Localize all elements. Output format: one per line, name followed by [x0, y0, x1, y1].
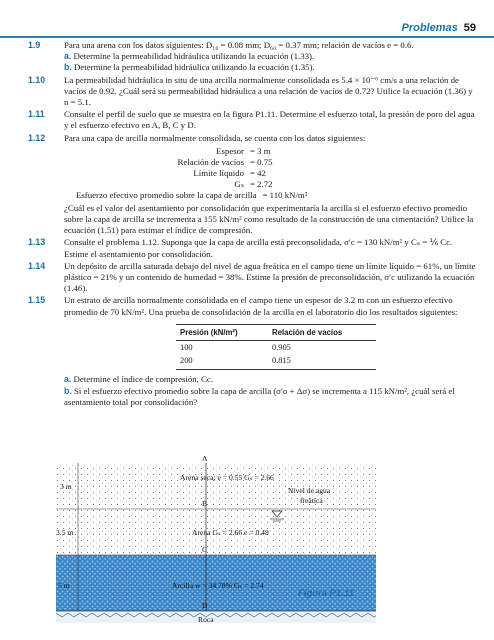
problem-1-14	[28, 261, 476, 295]
problem-number: 1.14	[28, 260, 46, 271]
point-b-label: B	[202, 499, 208, 508]
table-row: 200 0.815	[180, 356, 291, 366]
layer2-thickness: 3.5 m	[56, 528, 74, 537]
header-rule	[0, 36, 494, 38]
problem-1-10	[28, 75, 476, 109]
problem-part: b. Determine la permeabilidad hidráulica utilizando la ecuación (1.35).	[64, 62, 315, 73]
point-c-label: C	[202, 545, 208, 554]
problem-number: 1.15	[28, 295, 46, 306]
data-row: Espesor = 3 m	[216, 145, 271, 156]
problem-1-12	[28, 133, 476, 237]
water-table-label-2: freática	[300, 496, 323, 505]
data-row: Gₛ = 2.72	[234, 178, 273, 189]
problem-text: Consulte el problema 1.12. Suponga que la capa de arcilla está preconsolidada, σ′c = 130 kN/m² y Cₛ = ⅙ Cc. Estime el asentamiento por consolidación.	[64, 237, 453, 259]
point-d-label: D	[202, 601, 208, 610]
point-a-label: A	[202, 455, 208, 463]
problem-1-15	[28, 295, 476, 408]
layer2-label: Arena Gₛ = 2.66 e = 0.48	[192, 528, 269, 537]
layer3-thickness: 5 m	[58, 581, 70, 590]
page-header	[402, 22, 477, 34]
problem-text: Consulte el perfil de suelo que se muestra en la figura P1.11. Determine el esfuerzo total, la presión de poro del agua y el esfuerzo efectivo en A, B, C y D.	[64, 109, 475, 131]
problem-number: 1.11	[28, 109, 45, 120]
problem-data-list	[64, 146, 476, 201]
problem-text: Un estrato de arcilla normalmente consolidada en el campo tiene un espesor de 3.2 m con un esfuerzo efectivo promedio de 70 kN/m². Una prueba de consolidación de la arcilla en el laboratorio dio los resultados siguientes:	[64, 295, 458, 317]
problem-number: 1.9	[28, 40, 41, 50]
column-header: Relación de vacíos	[272, 327, 343, 337]
rock-label: Roca	[198, 615, 214, 623]
table-header	[176, 324, 376, 341]
figure-caption: Figura P1.11	[298, 588, 354, 599]
problem-1-9	[28, 40, 476, 74]
problem-text: Un depósito de arcilla saturada debajo del nivel de agua freática en el campo tiene un límite líquido = 61%, un límite plástico = 21% y un contenido de humedad = 38%. Estime la presión de preconsolidación, σ′c utilizando la ecuación (1.46).	[64, 260, 476, 294]
problems-list	[28, 40, 476, 409]
problem-number: 1.12	[28, 132, 46, 143]
problem-text: Para una arena con los datos siguientes: D₁₀ = 0.08 mm; D₆₀ = 0.37 mm; relación de vacíos e = 0.6.	[64, 40, 414, 50]
problem-1-11	[28, 109, 476, 131]
problem-text: La permeabilidad hidráulica in situ de una arcilla normalmente consolidada es 5.4 × 10⁻⁶ cm/s a una relación de vacíos de 0.92. ¿Cuál será su permeabilidad hidráulica a una relación de vacíos de 0.72? Utilice la ecuación (1.36) y n = 5.1.	[64, 74, 473, 108]
column-header: Presión (kN/m²)	[180, 327, 238, 337]
problem-number: 1.10	[28, 74, 46, 85]
section-title: Problemas	[401, 22, 458, 34]
problem-part: b. Si el esfuerzo efectivo promedio sobre la capa de arcilla (σ′o + Δσ) se incrementa a 115 kN/m², ¿cuál será el asentamiento total por consolidación?	[64, 385, 455, 407]
layer1-label: Arena seca; e = 0.55 Gₛ = 2.66	[180, 473, 274, 482]
layer1-thickness: 3 m	[60, 482, 72, 491]
page-number: 59	[463, 22, 476, 34]
lab-results-table	[176, 324, 376, 371]
table-row: 100 0.905	[180, 343, 291, 353]
problem-1-13	[28, 237, 476, 259]
data-row: Esfuerzo efectivo promedio sobre la capa de arcilla = 110 kN/m²	[76, 189, 308, 200]
problem-part: a. Determine la permeabilidad hidráulica utilizando la ecuación (1.33).	[64, 51, 315, 62]
problem-part: a. Determine el índice de compresión, Cc.	[64, 374, 214, 385]
layer3-label: Arcilla w = 34.78% Gₛ = 2.74	[172, 581, 264, 590]
data-row: Límite líquido = 42	[193, 167, 266, 178]
data-row: Relación de vacíos = 0.75	[177, 156, 273, 167]
water-table-label-1: Nivel de agua	[288, 486, 331, 495]
problem-number: 1.13	[28, 237, 46, 248]
problem-text: Para una capa de arcilla normalmente consolidada, se cuenta con los datos siguientes:	[64, 132, 366, 143]
problem-question: ¿Cuál es el valor del asentamiento por consolidación que experimentaría la arcilla si el esfuerzo efectivo promedio sobre la capa de arcilla se incrementa a 155 kN/m² como resultado de la construcción de una cimentación? Utilice la ecuación (1.51) para estimar el índice de compresión.	[64, 202, 474, 236]
